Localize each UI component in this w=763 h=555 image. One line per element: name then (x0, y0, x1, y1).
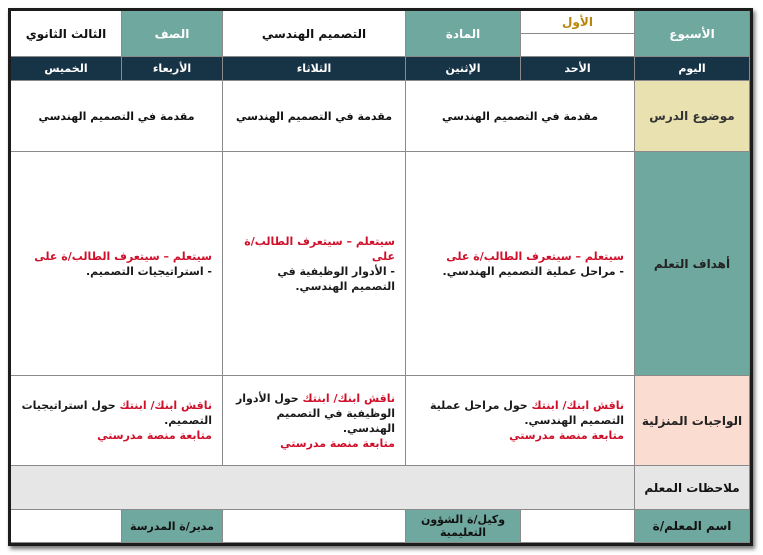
homework-prefix: ناقش ابنك/ ابنتك (119, 399, 212, 412)
goals-intro: سيتعلم – سيتعرف الطالب/ة على (446, 249, 624, 263)
day-wednesday: الأربعاء (122, 57, 223, 81)
goals-cell-1 (406, 152, 635, 376)
homework-followup: متابعة منصة مدرستي (509, 429, 624, 442)
goals-intro: سيتعلم – سيتعرف الطالب/ة على (244, 234, 395, 263)
topic-cell-2: مقدمة في التصميم الهندسي (223, 81, 406, 152)
day-sunday: الأحد (521, 57, 635, 81)
deputy-field (223, 510, 406, 543)
day-monday: الإثنين (406, 57, 521, 81)
goals-item: - مراحل عملية التصميم الهندسي. (442, 264, 624, 278)
day-thursday: الخميس (11, 57, 122, 81)
topic-cell-1: مقدمة في التصميم الهندسي (406, 81, 635, 152)
goals-intro: سيتعلم – سيتعرف الطالب/ة على (34, 249, 212, 263)
teacher-name-label: اسم المعلم/ة (635, 510, 750, 543)
teacher-name-field (521, 510, 635, 543)
goals-label: أهداف التعلم (635, 152, 750, 376)
principal-field (11, 510, 122, 543)
class-label: الصف (122, 11, 223, 57)
teacher-notes-label: ملاحظات المعلم (635, 466, 750, 510)
homework-followup: متابعة منصة مدرستي (97, 429, 212, 442)
teacher-notes-area (11, 466, 635, 510)
homework-label: الواجبات المنزلية (635, 376, 750, 466)
subject-label: المادة (406, 11, 521, 57)
homework-text: حول مراحل عملية التصميم الهندسي. (429, 399, 624, 427)
topic-cell-3: مقدمة في التصميم الهندسي (11, 81, 223, 152)
homework-cell-3 (11, 376, 223, 466)
goals-item: - استراتيجيات التصميم. (85, 264, 212, 278)
week-value: الأول (521, 11, 634, 34)
topic-label: موضوع الدرس (635, 81, 750, 152)
goals-item: - الأدوار الوظيفية في التصميم الهندسي. (277, 264, 395, 293)
week-value-cell (521, 11, 635, 57)
deputy-label: وكيل/ة الشؤون التعليمية (406, 510, 521, 543)
day-tuesday: الثلاثاء (223, 57, 406, 81)
principal-label: مدير/ة المدرسة (122, 510, 223, 543)
class-value: الثالث الثانوي (11, 11, 122, 57)
homework-prefix: ناقش ابنك/ ابنتك (302, 391, 395, 405)
homework-followup: متابعة منصة مدرستي (280, 436, 395, 450)
subject-value: التصميم الهندسي (223, 11, 406, 57)
homework-cell-1 (406, 376, 635, 466)
weekly-plan-table (8, 8, 753, 546)
homework-text: حول الأدوار الوظيفية في التصميم الهندسي. (235, 391, 395, 435)
week-label: الأسبوع (635, 11, 750, 57)
homework-cell-2 (223, 376, 406, 466)
day-label: اليوم (635, 57, 750, 81)
goals-cell-3 (11, 152, 223, 376)
goals-cell-2 (223, 152, 406, 376)
homework-text: حول استراتيجيات التصميم. (21, 399, 212, 427)
homework-prefix: ناقش ابنك/ ابنتك (531, 399, 624, 412)
